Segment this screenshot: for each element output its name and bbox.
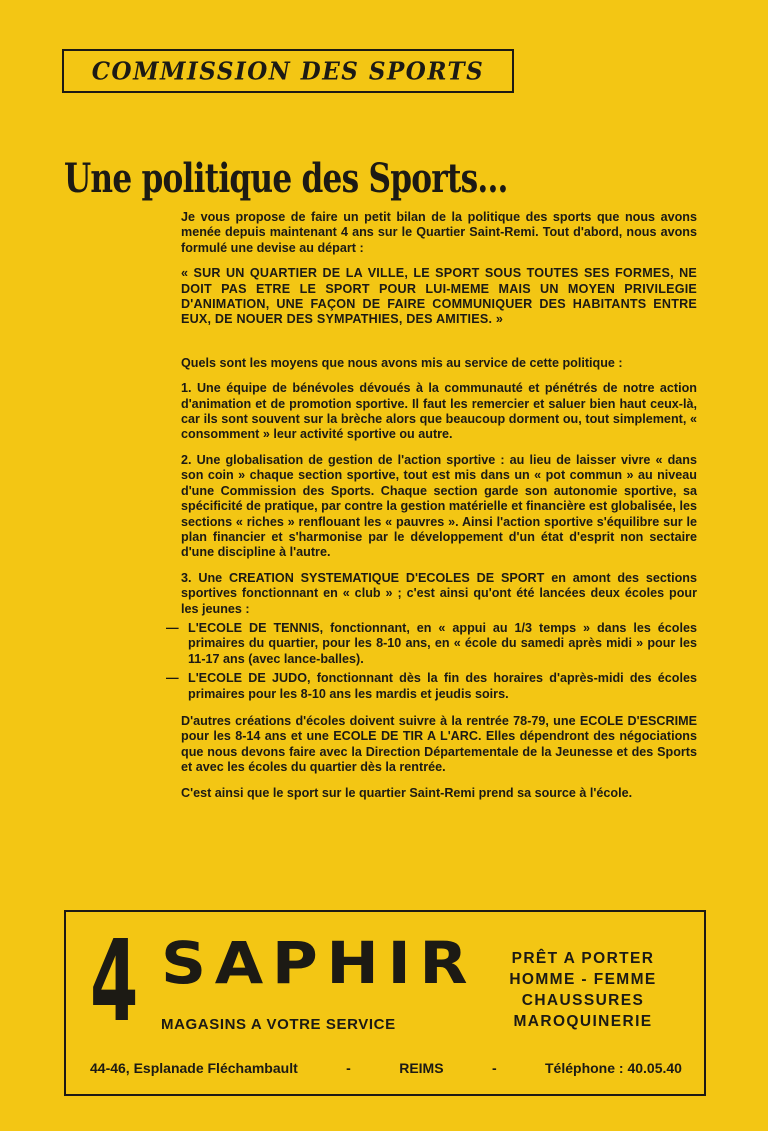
ad-tagline: MAGASINS A VOTRE SERVICE bbox=[161, 1016, 396, 1033]
advertisement-box bbox=[64, 910, 706, 1096]
ad-service-item: MAROQUINERIE bbox=[513, 1013, 653, 1030]
school-list bbox=[166, 620, 697, 702]
ad-service-item: HOMME - FEMME bbox=[509, 971, 657, 988]
ad-phone: Téléphone : 40.05.40 bbox=[545, 1060, 682, 1076]
article-body bbox=[166, 210, 697, 811]
point-2-paragraph: 2. Une globalisation de gestion de l'action sportive : au lieu de laisser vivre « dans son coin » chaque section sportive, tout est mis dans un « pot commun » au niveau d'une Commission des Sports. Chaque section garde son autonomie sportive, sa spécificité de pratique, par contre la gestion matérielle et financière est globalisée, les sections « riches » renflouant les « pauvres ». Ainsi l'action sportive s'équilibre sur le plan financier et s'harmonise par le développement d'un état d'esprit non sectaire d'une discipline à l'autre. bbox=[181, 452, 697, 560]
ad-separator: - bbox=[491, 1060, 497, 1076]
list-item-tennis bbox=[166, 621, 697, 667]
dash-mark: — bbox=[166, 671, 179, 686]
ad-brand-name: SAPHIR bbox=[161, 929, 477, 997]
header-box bbox=[62, 49, 514, 93]
point-3-paragraph: 3. Une CREATION SYSTEMATIQUE D'ECOLES DE SPORT en amont des sections sportives fonctionnant en « club » ; c'est ainsi qu'ont été lancées deux écoles pour les jeunes : bbox=[181, 570, 697, 616]
ad-services-list bbox=[488, 948, 678, 1032]
article-title: Une politique des Sports... bbox=[64, 154, 508, 202]
future-paragraph: D'autres créations d'écoles doivent suivre à la rentrée 78-79, une ECOLE D'ESCRIME pour les 8-14 ans et une ECOLE DE TIR A L'ARC. Elles dépendront des négociations que nous devons faire avec la Direction Départementale de la Jeunesse et des Sports et avec les écoles du quartier dès la rentrée. bbox=[181, 713, 697, 775]
tennis-school-text: L'ECOLE DE TENNIS, fonctionnant, en « appui au 1/3 temps » dans les écoles primaires du quartier, pour les 8-10 ans, en « école du samedi après midi » pour les 11-17 ans (avec lance-balles). bbox=[188, 620, 697, 666]
ad-address: 44-46, Esplanade Fléchambault bbox=[90, 1060, 298, 1076]
question-paragraph: Quels sont les moyens que nous avons mis au service de cette politique : bbox=[181, 355, 623, 370]
ad-number: 4 bbox=[90, 917, 139, 1047]
dash-mark: — bbox=[166, 620, 179, 635]
ad-service-item: CHAUSSURES bbox=[521, 992, 645, 1009]
list-item-judo bbox=[166, 671, 697, 702]
judo-school-text: L'ECOLE DE JUDO, fonctionnant dès la fin des horaires d'après-midi des écoles primaires pour les 8-10 ans les mardis et jeudis soirs. bbox=[188, 671, 697, 701]
devise-paragraph: « SUR UN QUARTIER DE LA VILLE, LE SPORT SOUS TOUTES SES FORMES, NE DOIT PAS ETRE LE SPORT POUR LUI-MEME MAIS UN MOYEN PRIVILEGIE D'ANIMATION, UNE FAÇON DE FAIRE COMMUNIQUER DES HABITANTS ENTRE EUX, DE NOUER DES SYMPATHIES, DES AMITIES. » bbox=[181, 266, 697, 327]
ad-city: REIMS bbox=[399, 1060, 444, 1076]
point-1-paragraph: 1. Une équipe de bénévoles dévoués à la communauté et pénétrés de notre action d'animation et de promotion sportive. Il faut les remercier et saluer bien haut ceux-là, car ils sont souvent sur la brèche alors que beaucoup dorment ou, tout simplement, « consomment » leur activité sportive ou autre. bbox=[181, 381, 697, 442]
ad-service-item: PRÊT A PORTER bbox=[511, 950, 655, 967]
header-title: COMMISSION DES SPORTS bbox=[91, 56, 485, 86]
conclusion-paragraph: C'est ainsi que le sport sur le quartier Saint-Remi prend sa source à l'école. bbox=[181, 785, 633, 800]
ad-separator: - bbox=[346, 1060, 351, 1076]
ad-footer bbox=[90, 1060, 682, 1076]
intro-paragraph: Je vous propose de faire un petit bilan de la politique des sports que nous avons menée depuis maintenant 4 ans sur le Quartier Saint-Remi. Tout d'abord, nous avons formulé une devise au départ : bbox=[181, 210, 697, 255]
